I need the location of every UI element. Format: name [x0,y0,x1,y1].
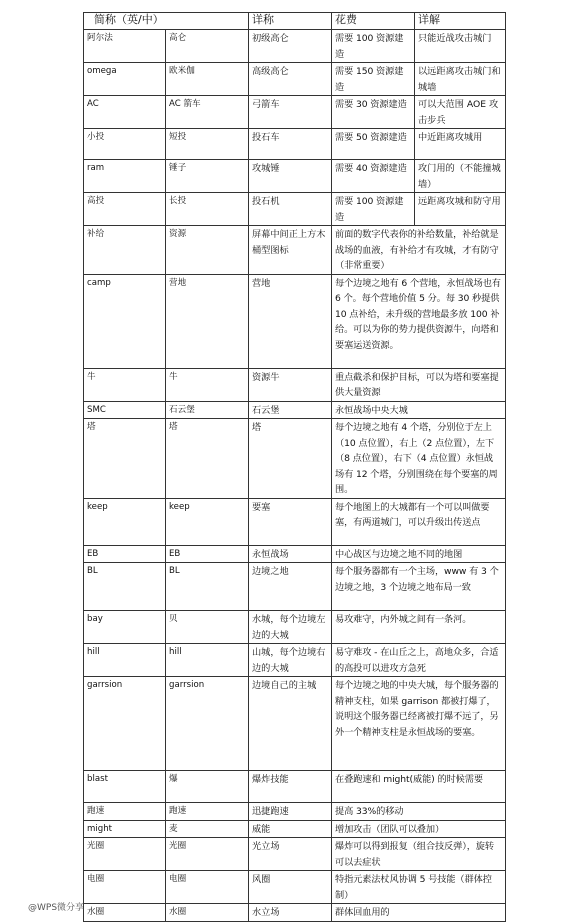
fullname-cell: 高级高仑 [249,63,332,96]
cost-cell: 需要 30 资源建造 [332,96,415,129]
header-abbrev: 简称（英/中） [84,13,249,30]
abbrev-zh-cell: AC 箭车 [166,96,249,129]
fullname-cell: 屏幕中间正上方木桶型图标 [249,226,332,275]
fullname-cell: 迅捷跑速 [249,803,332,821]
table-row [84,274,506,368]
abbrev-zh-cell: 贝 [166,611,249,644]
table-row [84,644,506,677]
abbrev-en-cell: hill [84,644,166,677]
abbrev-en-cell: EB [84,545,166,563]
abbrev-zh-cell: 资源 [166,226,249,275]
table-row [84,838,506,871]
detail-cell: 只能近战攻击城门 [415,30,506,63]
abbrev-zh-cell: 水圈 [166,904,249,922]
header-row [84,13,506,30]
abbrev-en-cell: 阿尔法 [84,30,166,63]
header-cost: 花费 [332,13,415,30]
table-row [84,30,506,63]
table-row [84,368,506,401]
abbrev-en-cell: 牛 [84,368,166,401]
cost-cell: 需要 100 资源建造 [332,30,415,63]
abbrev-zh-cell: 长投 [166,193,249,226]
table-row [84,160,506,193]
abbrev-en-cell: might [84,820,166,838]
detail-cell: 可以大范围 AOE 攻击步兵 [415,96,506,129]
abbrev-zh-cell: keep [166,498,249,545]
abbrev-zh-cell: EB [166,545,249,563]
abbrev-en-cell: bay [84,611,166,644]
table-row [84,771,506,803]
table-row [84,226,506,275]
fullname-cell: 初级高仑 [249,30,332,63]
table-row [84,677,506,771]
explanation-cell: 易攻难守，内外城之间有一条河。 [332,611,506,644]
cost-cell: 需要 40 资源建造 [332,160,415,193]
fullname-cell: 山城，每个边境右边的大城 [249,644,332,677]
glossary-table [83,12,506,922]
abbrev-zh-cell: 高仑 [166,30,249,63]
abbrev-zh-cell: 欧米伽 [166,63,249,96]
detail-cell: 远距离攻城和防守用 [415,193,506,226]
abbrev-en-cell: ram [84,160,166,193]
table-row [84,498,506,545]
explanation-cell: 群体回血用的 [332,904,506,922]
detail-cell: 攻门用的（不能撞城墙） [415,160,506,193]
explanation-cell: 增加攻击（团队可以叠加） [332,820,506,838]
table-row [84,96,506,129]
abbrev-zh-cell: 电圈 [166,871,249,904]
abbrev-en-cell: 电圈 [84,871,166,904]
abbrev-zh-cell: 爆 [166,771,249,803]
detail-cell: 中近距离攻城用 [415,129,506,160]
header-detail: 详解 [415,13,506,30]
fullname-cell: 资源牛 [249,368,332,401]
abbrev-zh-cell: 跑速 [166,803,249,821]
table-row [84,545,506,563]
abbrev-en-cell: blast [84,771,166,803]
explanation-cell: 爆炸可以得到报复（组合技反弹），旋转可以去症状 [332,838,506,871]
fullname-cell: 攻城锤 [249,160,332,193]
table-body [84,30,506,922]
header-fullname: 详称 [249,13,332,30]
abbrev-en-cell: 塔 [84,419,166,499]
table-row [84,129,506,160]
fullname-cell: 永恒战场 [249,545,332,563]
explanation-cell: 易守难攻 - 在山丘之上，高地众多，合适的高投可以进攻方急死 [332,644,506,677]
abbrev-zh-cell: hill [166,644,249,677]
abbrev-en-cell: AC [84,96,166,129]
explanation-cell: 永恒战场中央大城 [332,401,506,419]
fullname-cell: 塔 [249,419,332,499]
fullname-cell: 弓箭车 [249,96,332,129]
abbrev-zh-cell: 锤子 [166,160,249,193]
table-row [84,193,506,226]
explanation-cell: 每个边境之地有 4 个塔，分别位于左上（10 点位置），右上（2 点位置），左下（8 点位置），右下（4 点位置）永恒战场有 12 个塔，分别围绕在每个要塞的周围。 [332,419,506,499]
cost-cell: 需要 100 资源建造 [332,193,415,226]
table-row [84,63,506,96]
explanation-cell: 前面的数字代表你的补给数量，补给就是战场的血液，有补给才有攻城，才有防守（非常重要） [332,226,506,275]
table-row [84,563,506,611]
explanation-cell: 每个服务器都有一个主场，www 有 3 个边境之地，3 个边境之地布局一致 [332,563,506,611]
fullname-cell: 营地 [249,274,332,368]
abbrev-en-cell: 高投 [84,193,166,226]
abbrev-zh-cell: garrsion [166,677,249,771]
explanation-cell: 特指元素法杖风协调 5 号技能（群体控制） [332,871,506,904]
explanation-cell: 每个边境之地的中央大城，每个服务器的精神支柱，如果 garrison 都被打爆了，说明这个服务器已经离被打爆不远了，另外一个精神支柱是永恒战场的要塞。 [332,677,506,771]
table-row [84,419,506,499]
abbrev-en-cell: SMC [84,401,166,419]
cost-cell: 需要 150 资源建造 [332,63,415,96]
table-row [84,401,506,419]
abbrev-zh-cell: 牛 [166,368,249,401]
abbrev-zh-cell: BL [166,563,249,611]
abbrev-zh-cell: 石云堡 [166,401,249,419]
fullname-cell: 投石车 [249,129,332,160]
abbrev-zh-cell: 麦 [166,820,249,838]
fullname-cell: 威能 [249,820,332,838]
fullname-cell: 要塞 [249,498,332,545]
fullname-cell: 边境自己的主城 [249,677,332,771]
wps-watermark: @WPS微分享 [28,903,85,913]
abbrev-zh-cell: 营地 [166,274,249,368]
abbrev-zh-cell: 塔 [166,419,249,499]
explanation-cell: 提高 33%的移动 [332,803,506,821]
abbrev-en-cell: 小投 [84,129,166,160]
cost-cell: 需要 50 资源建造 [332,129,415,160]
explanation-cell: 重点截杀和保护目标，可以为塔和要塞提供大量资源 [332,368,506,401]
abbrev-en-cell: BL [84,563,166,611]
fullname-cell: 水立场 [249,904,332,922]
abbrev-en-cell: garrsion [84,677,166,771]
fullname-cell: 光立场 [249,838,332,871]
abbrev-zh-cell: 光圈 [166,838,249,871]
fullname-cell: 边境之地 [249,563,332,611]
table-row [84,820,506,838]
abbrev-en-cell: camp [84,274,166,368]
abbrev-en-cell: 光圈 [84,838,166,871]
abbrev-zh-cell: 短投 [166,129,249,160]
fullname-cell: 爆炸技能 [249,771,332,803]
fullname-cell: 风圈 [249,871,332,904]
table-row [84,871,506,904]
fullname-cell: 投石机 [249,193,332,226]
explanation-cell: 每个边境之地有 6 个营地，永恒战场也有 6 个。每个营地价值 5 分。每 30 秒提供 10 点补给，未升级的营地最多放 100 补给。可以为你的势力提供资源牛，向塔和要塞运送资源。 [332,274,506,368]
abbrev-en-cell: keep [84,498,166,545]
explanation-cell: 每个地图上的大城都有一个可以叫做要塞，有两道城门，可以升级出传送点 [332,498,506,545]
abbrev-en-cell: 水圈 [84,904,166,922]
detail-cell: 以远距离攻击城门和城墙 [415,63,506,96]
fullname-cell: 水城，每个边境左边的大城 [249,611,332,644]
abbrev-en-cell: 补给 [84,226,166,275]
table-row [84,803,506,821]
explanation-cell: 在叠跑速和 might(威能) 的时候需要 [332,771,506,803]
abbrev-en-cell: 跑速 [84,803,166,821]
explanation-cell: 中心战区与边境之地不同的地图 [332,545,506,563]
table-row [84,904,506,922]
table-row [84,611,506,644]
abbrev-en-cell: omega [84,63,166,96]
fullname-cell: 石云堡 [249,401,332,419]
